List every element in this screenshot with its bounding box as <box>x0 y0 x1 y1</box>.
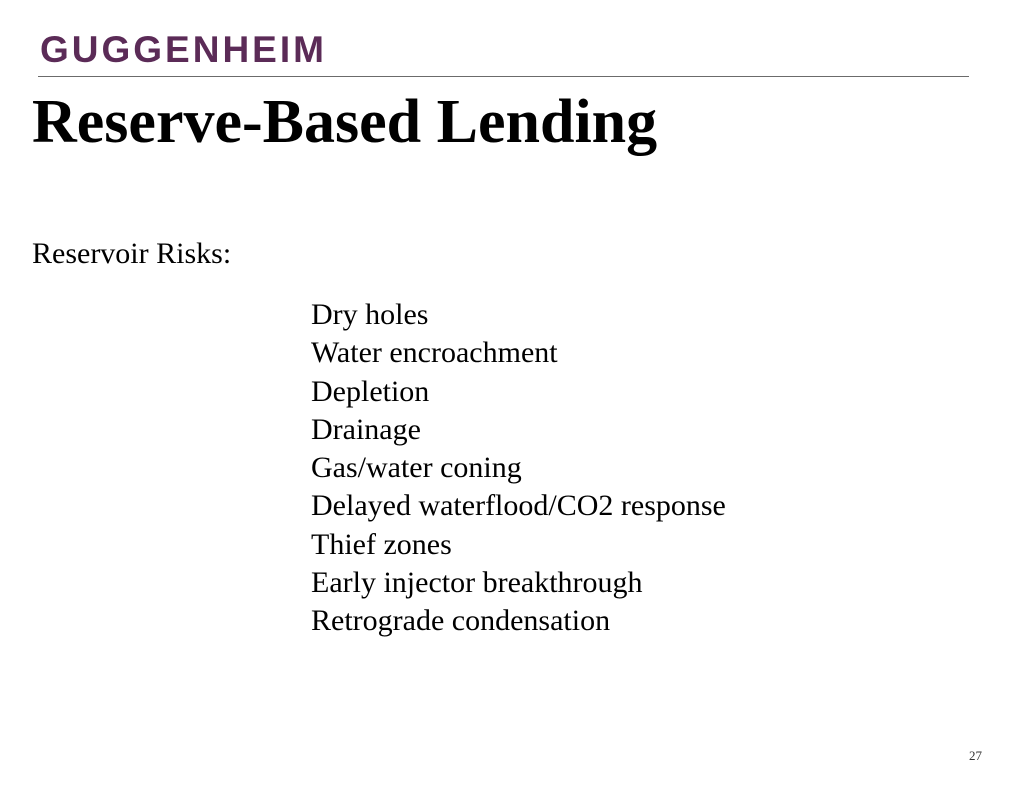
page-number: 27 <box>969 748 982 763</box>
list-item: Delayed waterflood/CO2 response <box>311 489 726 523</box>
list-item: Depletion <box>311 374 430 408</box>
risk-list <box>311 296 726 641</box>
list-item: Thief zones <box>311 527 452 561</box>
list-item: Dry holes <box>311 298 429 331</box>
section-label: Reservoir Risks: <box>32 237 232 270</box>
guggenheim-logo: GUGGENHEIM <box>40 29 327 70</box>
list-item: Water encroachment <box>311 336 558 370</box>
header-divider <box>38 76 969 77</box>
list-item: Drainage <box>311 412 421 446</box>
slide-title: Reserve-Based Lending <box>32 88 658 156</box>
list-item: Gas/water coning <box>311 451 522 485</box>
list-item: Retrograde condensation <box>311 604 611 638</box>
list-item: Early injector breakthrough <box>311 566 643 600</box>
